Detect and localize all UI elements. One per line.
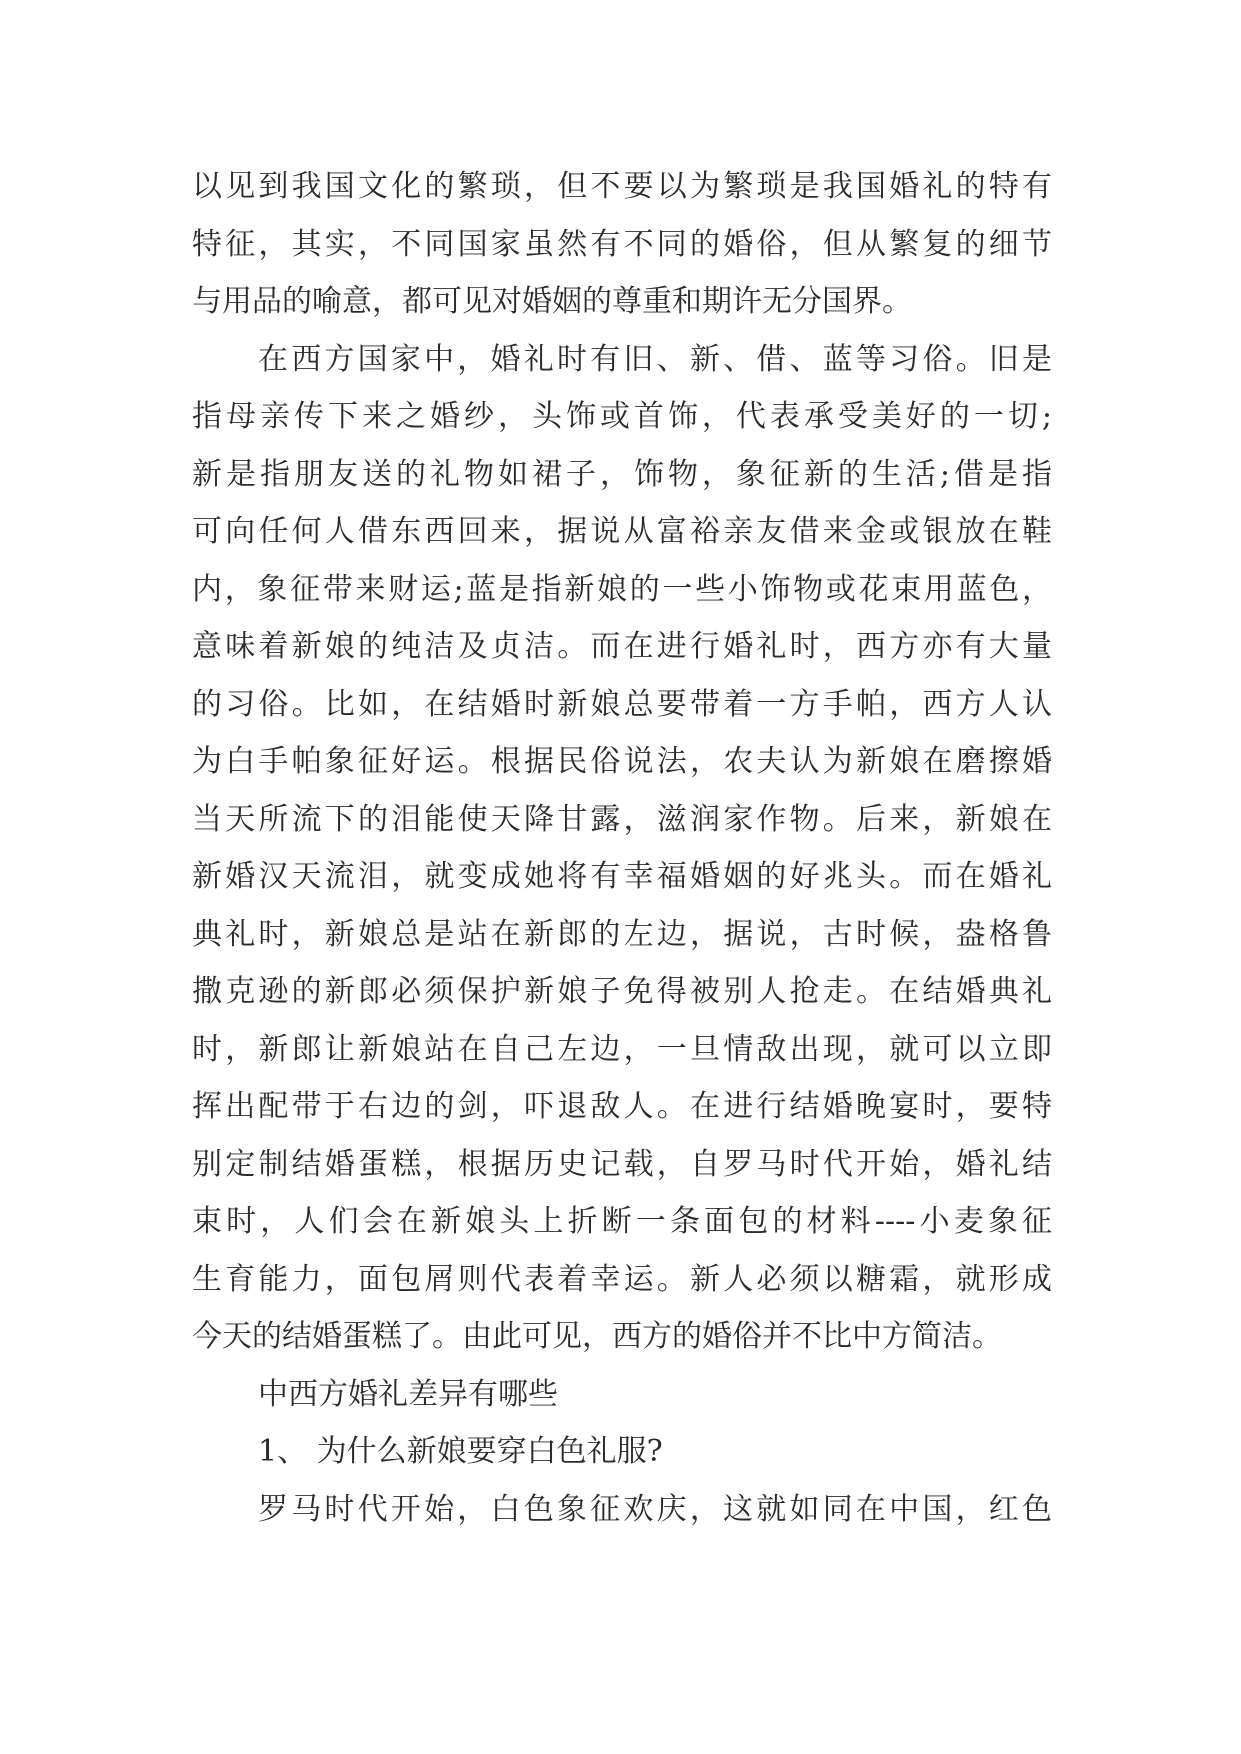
text-line: 与用品的喻意，都可见对婚姻的尊重和期许无分国界。	[192, 284, 912, 319]
text-line: 以见到我国文化的繁琐，但不要以为繁琐是我国婚礼的特有	[192, 169, 1052, 204]
text-line: 新婚汉天流泪，就变成她将有幸福婚姻的好兆头。而在婚礼	[192, 859, 1052, 894]
body-text	[192, 158, 1052, 1538]
text-line: 新是指朋友送的礼物如裙子，饰物，象征新的生活;借是指	[192, 456, 1052, 492]
text-line: 的习俗。比如，在结婚时新娘总要带着一方手帕，西方人认	[192, 686, 1052, 722]
text-line: 意味着新娘的纯洁及贞洁。而在进行婚礼时，西方亦有大量	[192, 629, 1052, 664]
text-line: 撒克逊的新郎必须保护新娘子免得被别人抢走。在结婚典礼	[192, 974, 1052, 1009]
text-line: 生育能力，面包屑则代表着幸运。新人必须以糖霜，就形成	[192, 1261, 1052, 1297]
text-line: 内，象征带来财运;蓝是指新娘的一些小饰物或花束用蓝色，	[192, 571, 1052, 607]
text-line: 罗马时代开始，白色象征欢庆，这就如同在中国，红色	[258, 1491, 1052, 1527]
text-line: 中西方婚礼差异有哪些	[258, 1376, 558, 1412]
text-line: 今天的结婚蛋糕了。由此可见，西方的婚俗并不比中方简洁。	[192, 1319, 1002, 1354]
text-line: 当天所流下的泪能使天降甘露，滋润家作物。后来，新娘在	[192, 801, 1052, 837]
text-line: 为白手帕象征好运。根据民俗说法，农夫认为新娘在磨擦婚	[192, 744, 1052, 779]
text-line: 束时，人们会在新娘头上折断一条面包的材料----小麦象征	[192, 1204, 1052, 1239]
text-line: 1、 为什么新娘要穿白色礼服?	[258, 1434, 663, 1469]
text-line: 指母亲传下来之婚纱，头饰或首饰，代表承受美好的一切;	[192, 399, 1052, 434]
text-line: 特征，其实，不同国家虽然有不同的婚俗，但从繁复的细节	[192, 226, 1052, 262]
text-line: 可向任何人借东西回来，据说从富裕亲友借来金或银放在鞋	[192, 514, 1052, 549]
text-line: 典礼时，新娘总是站在新郎的左边，据说，古时候，盎格鲁	[192, 916, 1052, 952]
text-line: 别定制结婚蛋糕，根据历史记载，自罗马时代开始，婚礼结	[192, 1146, 1052, 1182]
text-line: 在西方国家中，婚礼时有旧、新、借、蓝等习俗。旧是	[258, 341, 1052, 377]
text-line: 挥出配带于右边的剑，吓退敌人。在进行结婚晚宴时，要特	[192, 1089, 1052, 1124]
text-line: 时，新郎让新娘站在自己左边，一旦情敌出现，就可以立即	[192, 1031, 1052, 1067]
